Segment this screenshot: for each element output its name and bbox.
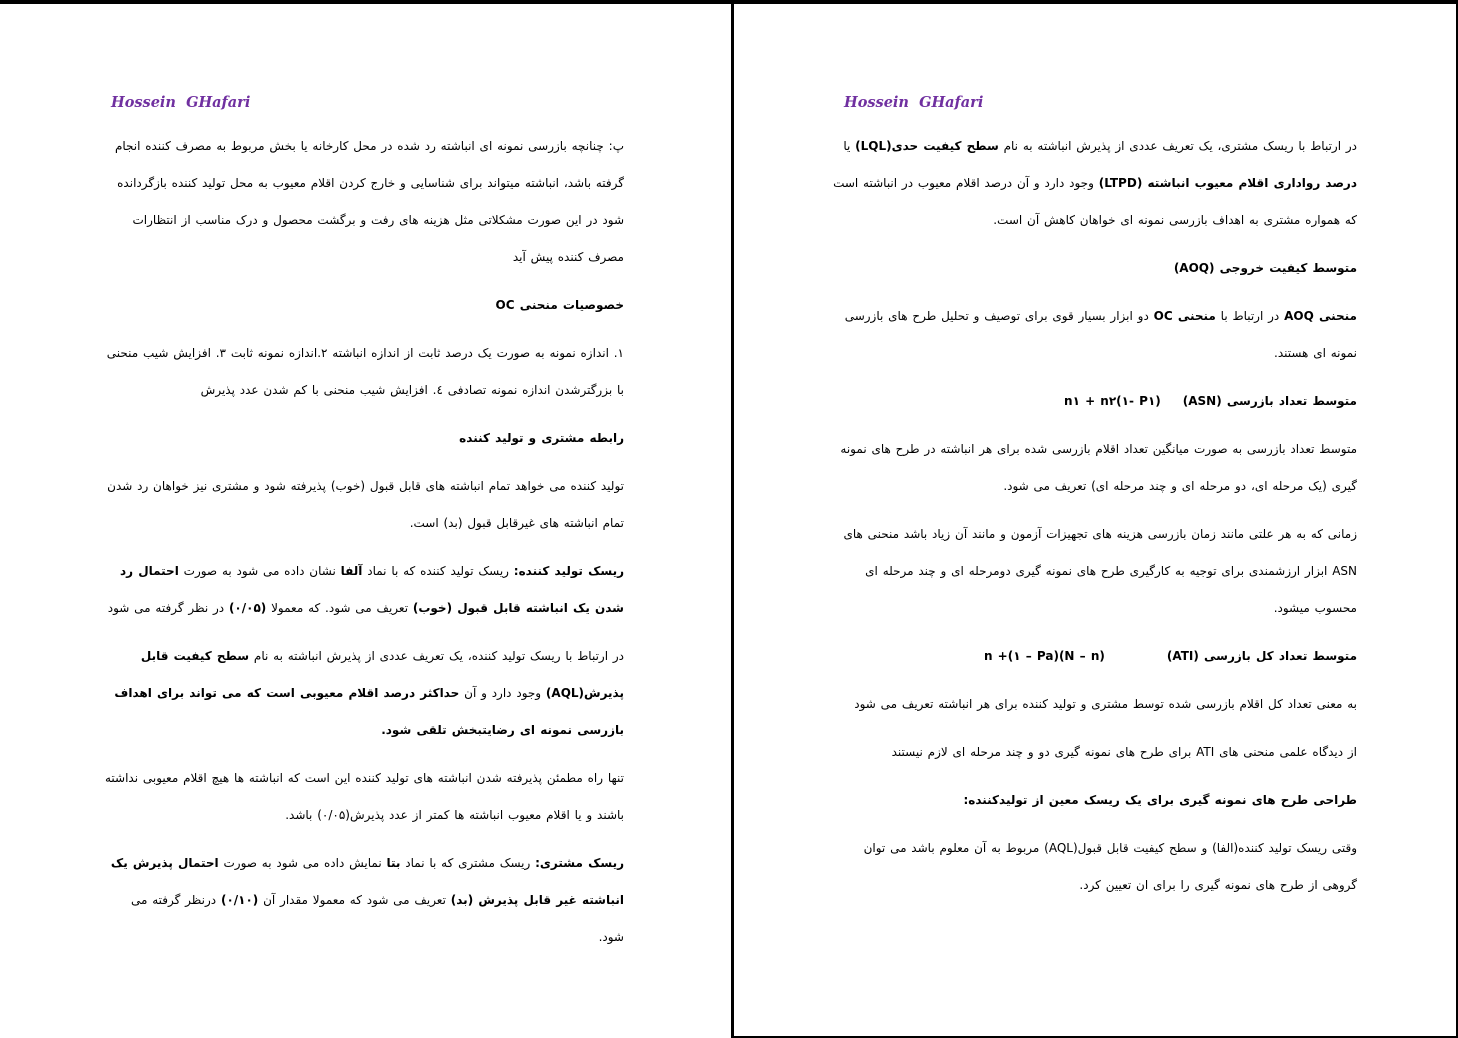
- heading-asn-row: [832, 383, 1357, 420]
- bold-span: سطح کیفیت حدی(LQL): [855, 139, 999, 153]
- page-content: [832, 128, 1357, 915]
- bold-span: منحنی OC: [1153, 309, 1216, 323]
- text-span: در ارتباط با ریسک تولید کننده، یک تعریف عددی از پذیرش انباشته به نام: [249, 649, 624, 663]
- paragraph-design: وقتی ریسک تولید کننده(الفا) و سطح کیفیت قابل قبول(AQL) مربوط به آن معلوم باشد می توان گروهی از طرح های نمونه گیری را برای ان تعیین کرد.: [863, 841, 1357, 892]
- asn-formula: n۱ + n۲(۱- P۱): [1064, 394, 1161, 408]
- consumer-risk-label: ریسک مشتری:: [535, 856, 624, 870]
- heading-ati-row: [832, 638, 1357, 675]
- paragraph-ati: به معنی تعداد کل اقلام بازرسی شده توسط مشتری و تولید کننده برای هر انباشته تعریف می شود: [854, 697, 1357, 711]
- text-span: یا: [843, 139, 856, 153]
- paragraph-aql: [104, 638, 624, 749]
- heading-oc-properties: خصوصیات منحنی OC: [495, 298, 624, 312]
- text-span: وجود دارد و آن درصد اقلام معیوب در انباشته است که همواره مشتری به اهداف بازرسی نمونه ای خواهان کاهش آن است.: [833, 176, 1357, 227]
- heading-ati: متوسط تعداد کل بازرسی (ATI): [1166, 649, 1357, 663]
- paragraph-producer-risk: [104, 553, 624, 627]
- paragraph-aoq: [832, 298, 1357, 372]
- producer-risk-value: (۰/۰۵): [228, 601, 267, 615]
- text-span: نشان داده می شود به صورت: [178, 564, 341, 578]
- text-span: درنظر گرفته می شود.: [131, 893, 624, 944]
- paragraph-oc-items: ۱. اندازه نمونه به صورت یک درصد ثابت از اندازه انباشته ۲.اندازه نمونه ثابت ۳. افزایش شیب منحنی با بزرگترشدن اندازه نمونه تصادفی ٤. افزایش شیب منحنی با کم شدن عدد پذیرش: [106, 346, 624, 397]
- text-span: ریسک تولید کننده که با نماد: [362, 564, 514, 578]
- text-span: نمایش داده می شود به صورت: [218, 856, 387, 870]
- beta-label: بتا: [386, 856, 401, 870]
- text-span: در ارتباط با: [1215, 309, 1285, 323]
- heading-design: طراحی طرح های نمونه گیری برای یک ریسک معین از تولیدکننده:: [963, 793, 1357, 807]
- text-span: دو ابزار بسیار قوی برای توصیف و تحلیل طرح های بازرسی نمونه ای هستند.: [844, 309, 1357, 360]
- paragraph-lql: [832, 128, 1357, 239]
- text-span: وجود دارد و آن: [459, 686, 546, 700]
- text-span: در نظر گرفته می شود: [107, 601, 229, 615]
- text-span: تعریف می شود. که معمولا: [266, 601, 413, 615]
- heading-asn: متوسط تعداد بازرسی (ASN): [1182, 394, 1357, 408]
- bold-span: احتمال پذیرش یک انباشته غیر قابل پذیرش (بد): [110, 856, 624, 907]
- bold-span: حداکثر درصد اقلام معیوبی است که می تواند برای اهداف بازرسی نمونه ای رضایتبخش تلقی شود.: [114, 686, 624, 737]
- heading-aoq: متوسط کیفیت خروجی (AOQ): [1173, 261, 1357, 275]
- heading-relation: رابطه مشتری و تولید کننده: [459, 431, 624, 445]
- text-span: تعریف می شود که معمولا مقدار آن: [258, 893, 451, 907]
- alpha-label: آلفا: [340, 564, 363, 578]
- text-span: در ارتباط با ریسک مشتری، یک تعریف عددی از پذیرش انباشته به نام: [998, 139, 1357, 153]
- bold-span: احتمال رد شدن یک انباشته قابل قبول (خوب): [119, 564, 624, 615]
- document-page-right: [733, 0, 1458, 1038]
- paragraph-relation: تولید کننده می خواهد تمام انباشته های قابل قبول (خوب) پذیرفته شود و مشتری نیز خواهان رد شدن تمام انباشته های غیرقابل قبول (بد) است.: [107, 479, 624, 530]
- text-span: ریسک مشتری که با نماد: [400, 856, 536, 870]
- author-header: Hossein GHafari: [111, 94, 251, 111]
- paragraph-only-way: تنها راه مطمئن پذیرفته شدن انباشته های تولید کننده این است که انباشته ها هیچ اقلام معیوبی نداشته باشند و یا اقلام معیوب انباشته ها کمتر از عدد پذیرش(۰/۰۵) باشد.: [104, 771, 624, 822]
- paragraph-when: زمانی که به هر علتی مانند زمان بازرسی هزینه های تجهیزات آزمون و مانند آن زیاد باشد منحنی های ASN ابزار ارزشمندی برای توجیه به کارگیری طرح های نمونه گیری دومرحله ای و چند مرحله ای محسوب میشود.: [843, 527, 1357, 615]
- ati-formula: n +(۱ – Pa)(N – n): [983, 649, 1105, 663]
- author-header: Hossein GHafari: [844, 94, 984, 111]
- bold-span: سطح کیفیت قابل پذیرش(AQL): [140, 649, 624, 700]
- paragraph-ati-view: از دیدگاه علمی منحنی های ATI برای طرح های نمونه گیری دو و چند مرحله ای لازم نیستند: [891, 745, 1357, 759]
- bold-span: درصد رواداری اقلام معیوب انباشته (LTPD): [1098, 176, 1357, 190]
- page-content: [104, 128, 624, 967]
- bold-span: منحنی AOQ: [1284, 309, 1357, 323]
- consumer-risk-value: (۰/۱۰): [220, 893, 259, 907]
- paragraph-intro: پ: چنانچه بازرسی نمونه ای انباشته رد شده در محل کارخانه یا بخش مربوط به مصرف کننده انجام گرفته باشد، انباشته میتواند برای شناسایی و خارج کردن اقلام معیوب به محل تولید کننده بازگردانده شود در این صورت مشکلاتی مثل هزینه های رفت و برگشت محصول و درک مناسب از انتظارات مصرف کننده پیش آید: [114, 139, 624, 264]
- paragraph-consumer-risk: [104, 845, 624, 956]
- producer-risk-label: ریسک تولید کننده:: [513, 564, 624, 578]
- paragraph-asn: متوسط تعداد بازرسی به صورت میانگین تعداد اقلام بازرسی شده برای هر انباشته در طرح های نمونه گیری (یک مرحله ای، دو مرحله ای و چند مرحله ای) تعریف می شود.: [840, 442, 1357, 493]
